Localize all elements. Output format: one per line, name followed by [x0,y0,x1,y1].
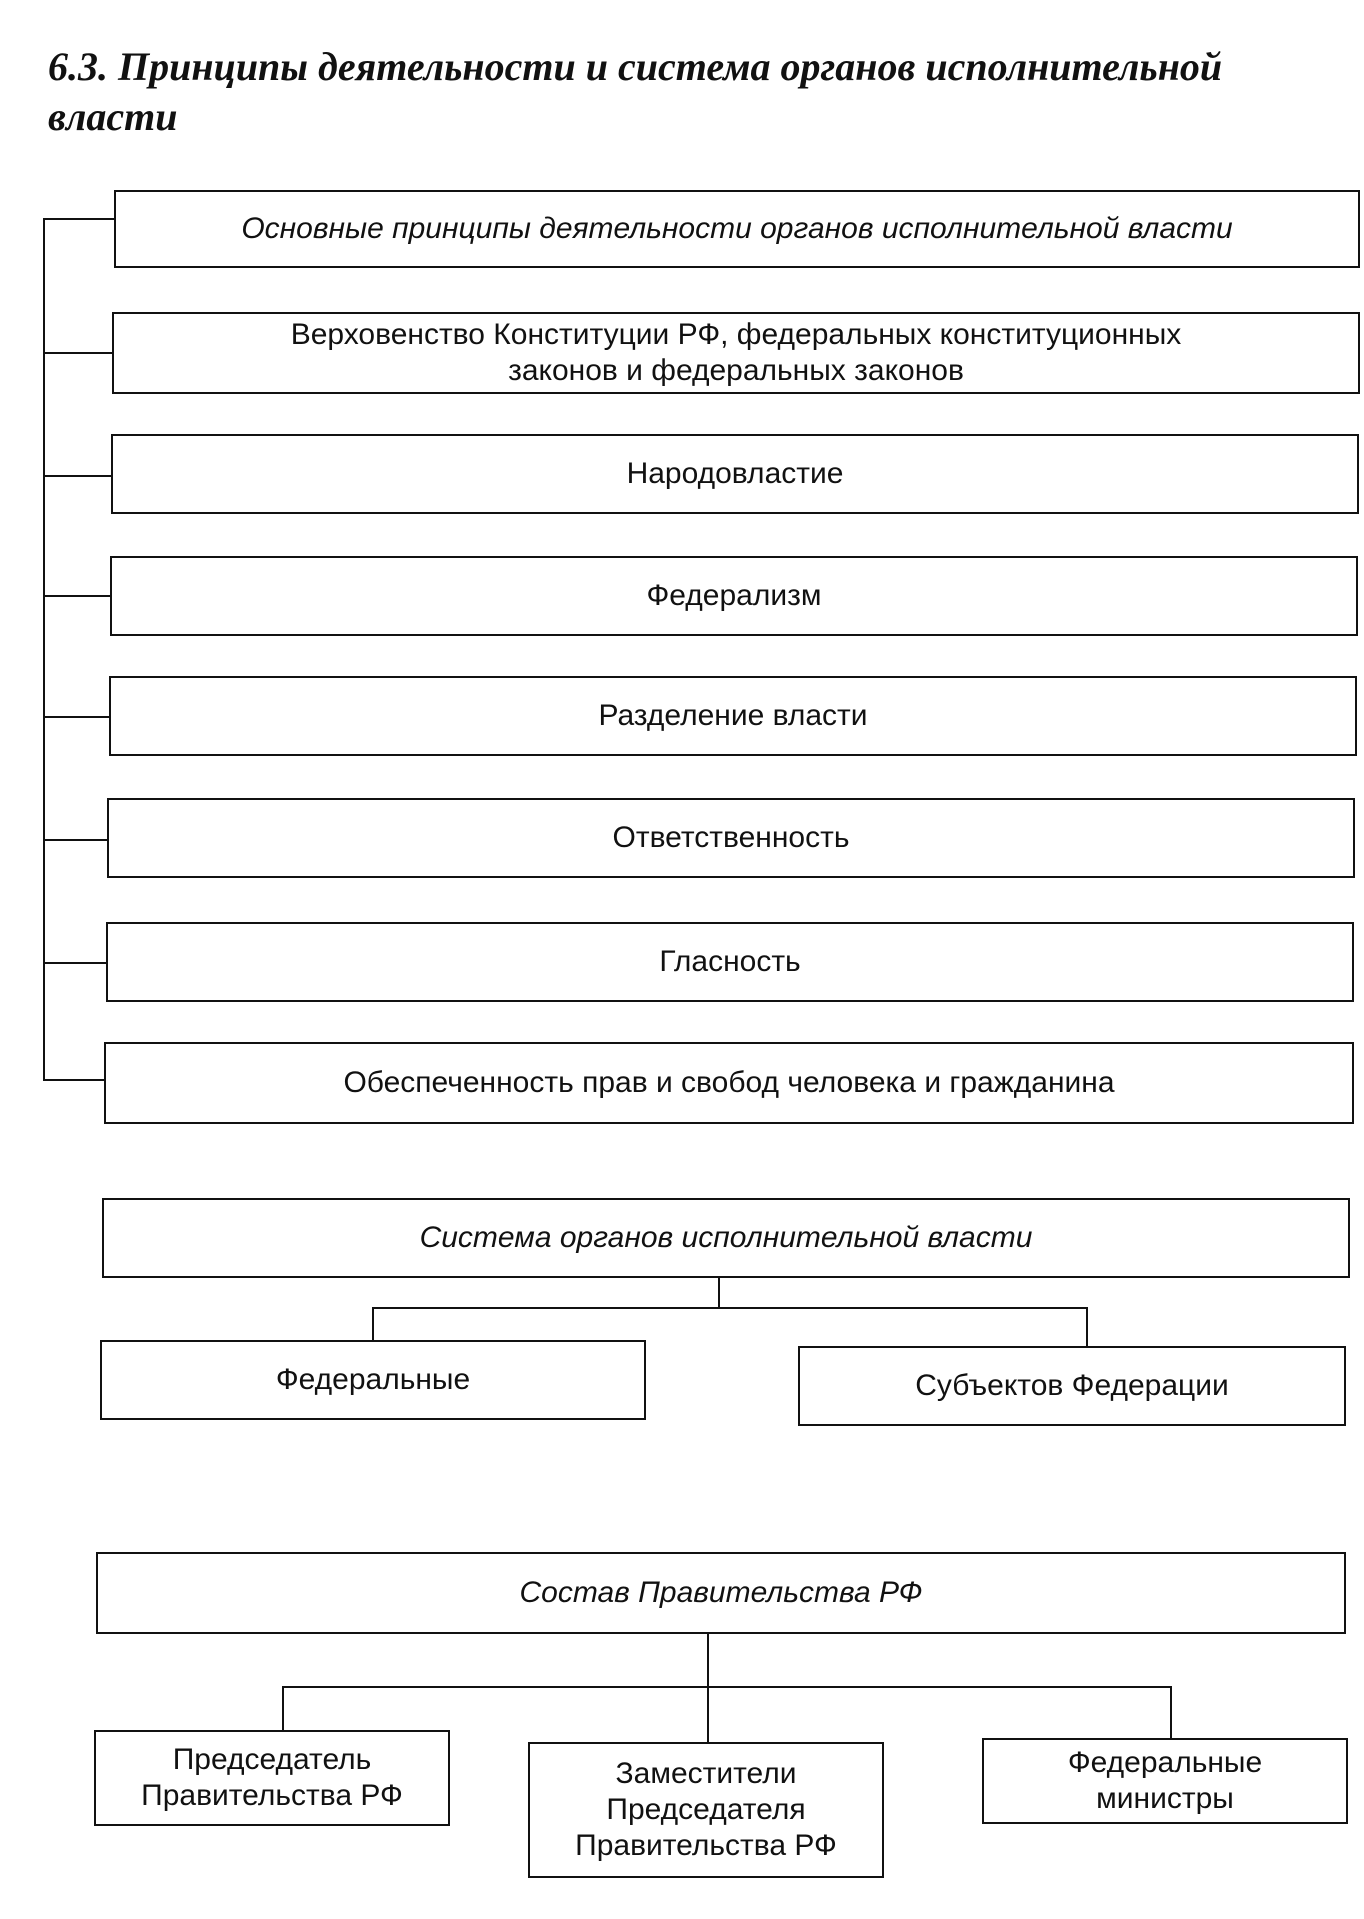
system-connector-drop [372,1307,374,1341]
principles-connector-tick [43,839,114,841]
system-connector-bar [372,1307,1088,1309]
principle-box: Федерализм [110,556,1358,636]
principles-connector-tick [43,475,114,477]
chairman-box: Председатель Правительства РФ [94,1730,450,1826]
principle-box: Обеспеченность прав и свобод человека и гражданина [104,1042,1354,1124]
principle-box: Разделение власти [109,676,1357,756]
government-connector-stem [707,1634,709,1744]
ministers-box: Федеральные министры [982,1738,1348,1824]
government-header-box: Состав Правительства РФ [96,1552,1346,1634]
principle-box: Верховенство Конституции РФ, федеральных конституционных законов и федеральных законов [112,312,1360,394]
principle-box: Народовластие [111,434,1359,514]
principles-header-box: Основные принципы деятельности органов исполнительной власти [114,190,1360,268]
federal-box: Федеральные [100,1340,646,1420]
principles-connector-tick [43,962,114,964]
principles-connector-tick [43,595,114,597]
system-header-box: Система органов исполнительной власти [102,1198,1350,1278]
principle-box: Гласность [106,922,1354,1002]
system-connector-drop [1086,1307,1088,1347]
system-connector-stem [718,1278,720,1308]
subjects-box: Субъектов Федерации [798,1346,1346,1426]
principles-connector-tick [43,218,114,220]
principles-connector-spine [43,218,45,1080]
principle-box: Ответственность [107,798,1355,878]
deputies-box: Заместители Председателя Правительства РФ [528,1742,884,1878]
government-connector-bar [282,1686,1172,1688]
government-connector-drop [1170,1686,1172,1738]
page-title: 6.3. Принципы деятельности и система органов исполнительной власти [48,44,1223,139]
principles-connector-tick [43,352,114,354]
government-connector-drop [282,1686,284,1732]
principles-connector-tick [43,716,114,718]
